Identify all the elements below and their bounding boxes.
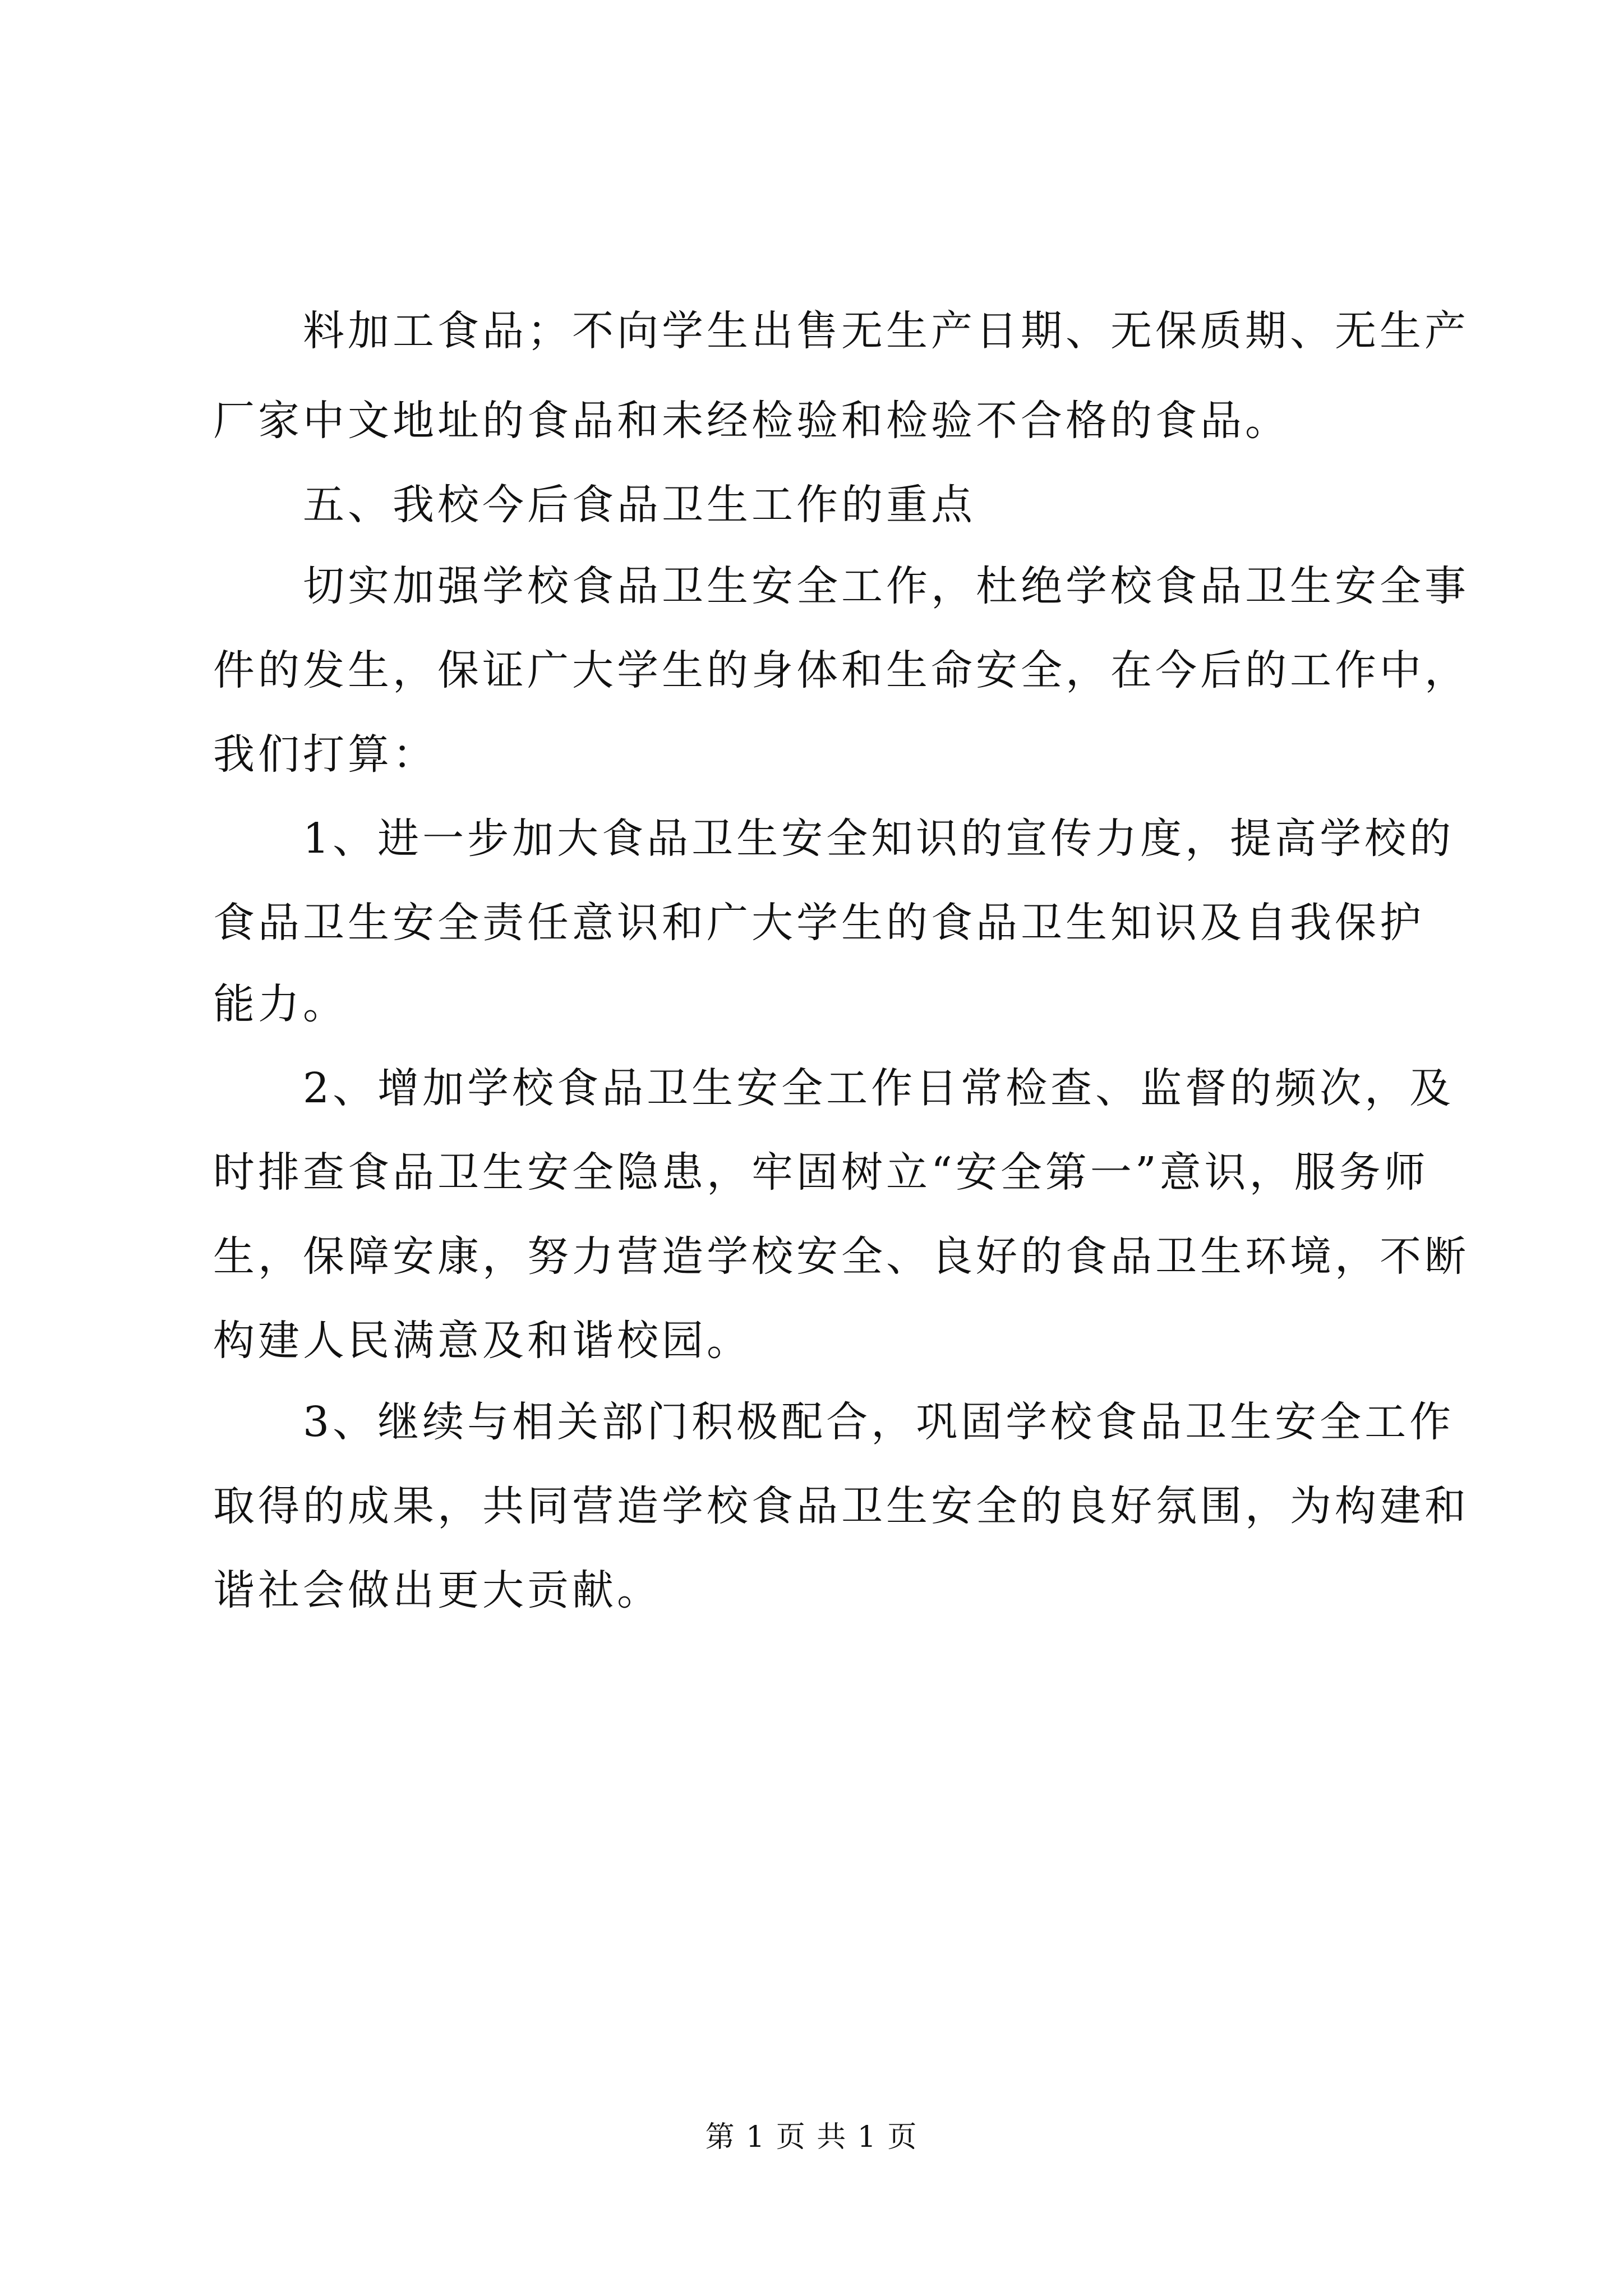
list-item-3-line: 谐社会做出更大贡献。 <box>213 1566 662 1614</box>
section-heading: 五、我校今后食品卫生工作的重点 <box>303 481 976 529</box>
list-item-3-line: 取得的成果，共同营造学校食品卫生安全的良好氛围，为构建和 <box>213 1482 1469 1530</box>
list-item-2-line: 生，保障安康，努力营造学校安全、良好的食品卫生环境，不断 <box>213 1232 1469 1281</box>
list-item-3-line: 3、继续与相关部门积极配合，巩固学校食品卫生安全工作 <box>303 1398 1455 1446</box>
list-item-2-line: 时排查食品卫生安全隐患，牢固树立“安全第一”意识，服务师 <box>213 1148 1429 1197</box>
text-line: 切实加强学校食品卫生安全工作，杜绝学校食品卫生安全事 <box>303 562 1469 610</box>
text-line: 料加工食品；不向学生出售无生产日期、无保质期、无生产 <box>303 307 1469 355</box>
text-line: 件的发生，保证广大学生的身体和生命安全，在今后的工作中， <box>213 646 1469 694</box>
page-number-footer: 第 1 页 共 1 页 <box>705 2120 918 2154</box>
list-item-1-line: 1、进一步加大食品卫生安全知识的宣传力度，提高学校的 <box>303 815 1455 863</box>
text-line: 厂家中文地址的食品和未经检验和检验不合格的食品。 <box>213 397 1290 445</box>
list-item-2-line: 构建人民满意及和谐校园。 <box>213 1317 751 1365</box>
list-item-1-line: 能力。 <box>213 980 348 1028</box>
list-item-2-line: 2、增加学校食品卫生安全工作日常检查、监督的频次，及 <box>303 1064 1455 1112</box>
list-item-1-line: 食品卫生安全责任意识和广大学生的食品卫生知识及自我保护 <box>213 899 1424 947</box>
text-line: 我们打算： <box>213 730 437 779</box>
